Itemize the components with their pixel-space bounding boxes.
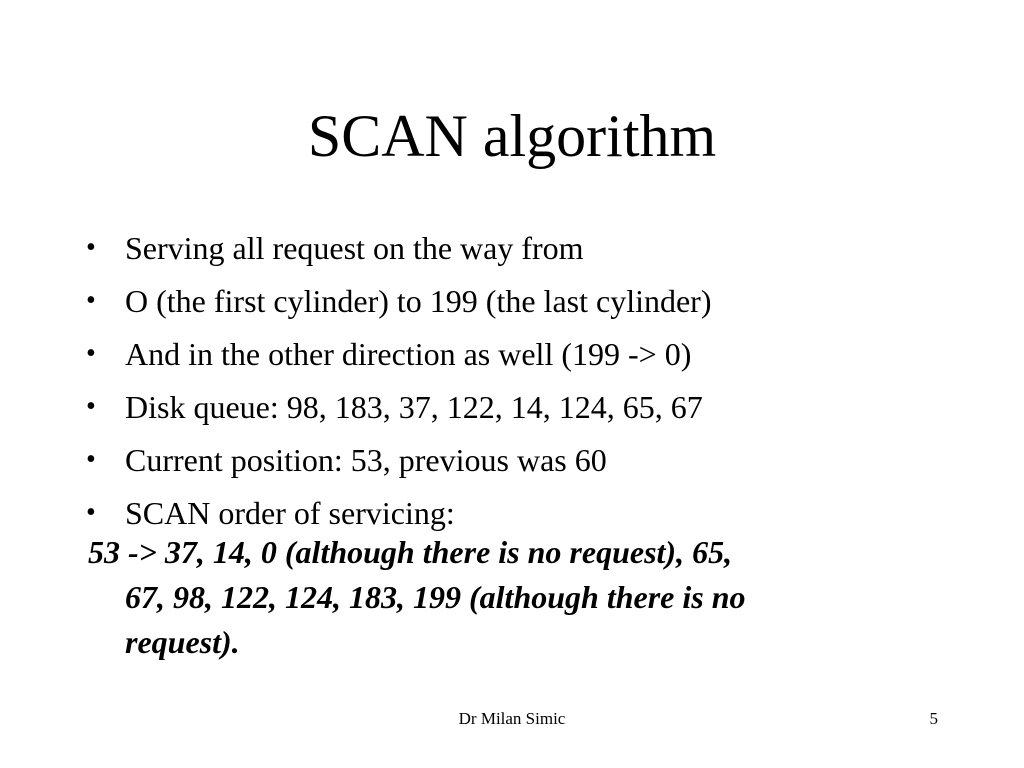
bullet-icon: • [86, 338, 96, 369]
scan-order-sequence [88, 530, 948, 665]
slide-title: SCAN algorithm [307, 103, 717, 169]
bullet-text: SCAN order of servicing: [125, 495, 455, 531]
bullet-item [0, 436, 1024, 489]
bullet-icon: • [86, 391, 96, 422]
bullet-list [0, 224, 1024, 542]
bullet-item [0, 277, 1024, 330]
order-line: 67, 98, 122, 124, 183, 199 (although there is no [125, 579, 746, 615]
bullet-text: Disk queue: 98, 183, 37, 122, 14, 124, 65, 67 [125, 389, 703, 425]
bullet-item [0, 330, 1024, 383]
bullet-item [0, 224, 1024, 277]
bullet-text: O (the first cylinder) to 199 (the last cylinder) [125, 283, 712, 319]
bullet-text: And in the other direction as well (199 -> 0) [125, 336, 692, 372]
bullet-text: Serving all request on the way from [125, 230, 584, 266]
bullet-icon: • [86, 232, 96, 263]
bullet-icon: • [86, 285, 96, 316]
bullet-item [0, 383, 1024, 436]
bullet-text: Current position: 53, previous was 60 [125, 442, 607, 478]
bullet-icon: • [86, 497, 96, 528]
bullet-icon: • [86, 444, 96, 475]
order-line: request). [125, 624, 240, 660]
order-line: 53 -> 37, 14, 0 (although there is no request), 65, [88, 534, 733, 570]
footer-author: Dr Milan Simic [458, 709, 566, 728]
slide-page-number: 5 [929, 709, 938, 728]
